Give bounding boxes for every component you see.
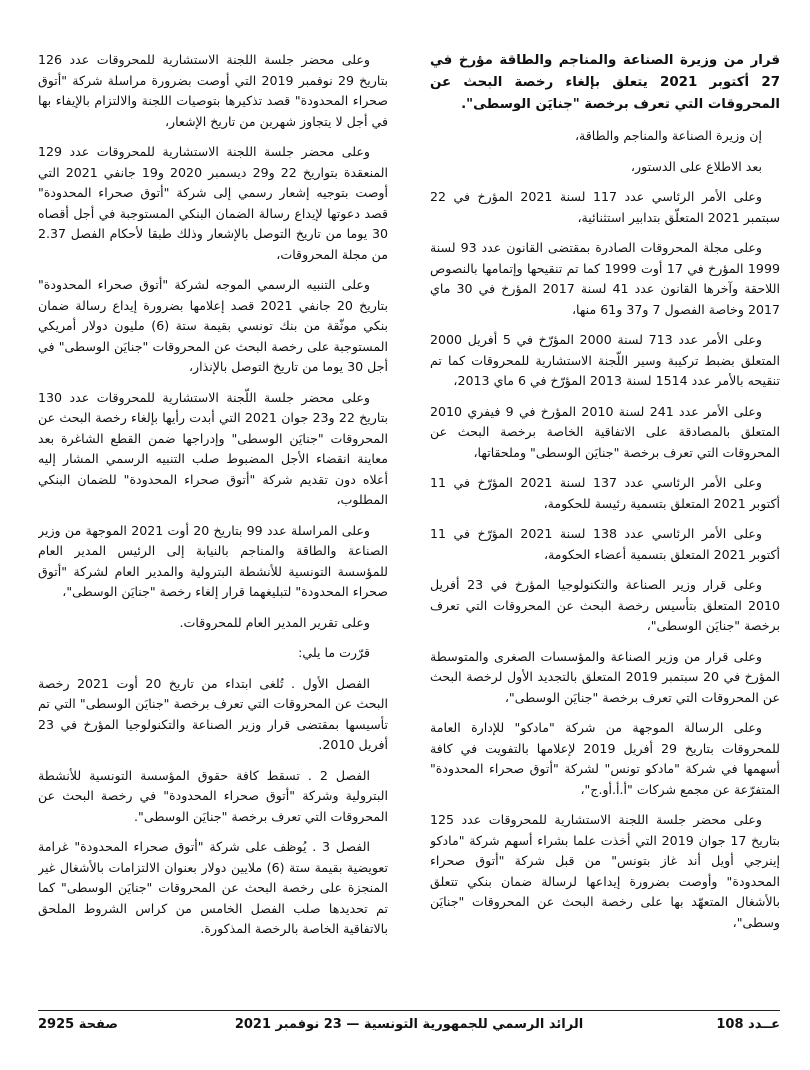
paragraph: وعلى المراسلة عدد 99 بتاريخ 20 أوت 2021 الموجهة من وزير الصناعة والطاقة والمناجم بالنيابة إلى الرئيس المدير العام للمؤسسة التونسية للأنشطة البترولية والمدير العام لشركة "أتوق صحراء المحدودة" لتبليغهما قرار إلغاء رخصة "جنايَن الوسطى"، [38,522,388,599]
article-3: الفصل 3 . يُوظف على شركة "أتوق صحراء المحدودة" غرامة تعويضية بقيمة ستة (6) ملايين دولار بعنوان الالتزامات بالأشغال غير المنجزة على رخصة البحث عن المحروقات "جنايَن الوسطى" كما تم تحديدها صلب الفصل الخامس من كراس الشروط الملحق بالاتفاقية الخاصة بالرخصة المذكورة. [38,839,388,936]
paragraph: وعلى التنبيه الرسمي الموجه لشركة "أتوق صحراء المحدودة" بتاريخ 20 جانفي 2021 قصد إعلامها بضرورة إيداع رسالة ضمان بنكي موثّقة من بنك تونسي بقيمة ستة (6) مليون دولار أمريكي المستوجبة على رخصة البحث عن المحروقات "جنايَن الوسطى" في أجل 30 يوما من تاريخ التوصل بالإنذار، [38,277,388,374]
paragraph: وعلى الرسالة الموجهة من شركة "مادكو" للإدارة العامة للمحروقات بتاريخ 29 أفريل 2019 لإعلامها بالتفويت في كافة أسهمها في شركة "مادكو تونس" لشركة "أتوق صحراء المحدودة" المتفرّعة عن مجمع شركات "أ.أ.أو.ج"، [430,720,780,797]
paragraph: وعلى تقرير المدير العام للمحروقات. [179,614,370,630]
paragraph: وعلى الأمر عدد 241 لسنة 2010 المؤرخ في 9 فيفري 2010 المتعلق بالمصادقة على الاتفاقية الخاصة برخصة البحث عن المحروقات التي تعرف برخصة "جنايَن الوسطى" وملحقاتها، [430,403,780,460]
paragraph: وعلى قرار من وزير الصناعة والمؤسسات الصغرى والمتوسطة المؤرخ في 20 سبتمبر 2019 المتعلق بالتجديد الأول لرخصة البحث عن المحروقات التي تعرف برخصة "جنايَن الوسطى"، [430,648,780,705]
paragraph: إن وزيرة الصناعة والمناجم والطاقة، [574,128,762,143]
paragraph: وعلى قرار وزير الصناعة والتكنولوجيا المؤرخ في 23 أفريل 2010 المتعلق بتأسيس رخصة البحث عن المحروقات التي تعرف برخصة "جنايَن الوسطى"، [430,577,780,633]
page-body [38,50,780,1010]
paragraph: وعلى الأمر الرئاسي عدد 138 لسنة 2021 المؤرّخ في 11 أكتوبر 2021 المتعلق بتسمية أعضاء الحكومة، [430,526,780,562]
footer-divider [38,1010,780,1011]
paragraph: وعلى محضر جلسة اللجنة الاستشارية للمحروقات عدد 125 بتاريخ 17 جوان 2019 التي أخذت علما بشراء أسهم شركة "مادكو إينرجي أويل أند غاز بتونس" من قبل شركة "أتوق صحراء المحدودة" وأوصت بضرورة إيداعها لرسالة ضمان بنكي تتعلق بالأشغال المتعهّد بها على رخصة البحث عن المحروقات "جنايَن وسطى"، [430,812,780,930]
paragraph: وعلى الأمر عدد 713 لسنة 2000 المؤرّخ في 5 أفريل 2000 المتعلق بضبط تركيبة وسير اللّجنة الاستشارية للمحروقات كما تم تنقيحه بالأمر عدد 1514 لسنة 2013 المؤرّخ في 6 ماي 2013، [430,332,780,388]
paragraph: وعلى محضر جلسة اللجنة الاستشارية للمحروقات عدد 129 المنعقدة بتواريخ 22 و29 ديسمبر 2020 و19 جانفي 2021 التي أوصت بتوجيه إشعار رسمي إلى شركة "أتوق صحراء المحدودة" قصد دعوتها لإيداع رسالة الضمان البنكي المستوجبة في أجل أقصاه 30 يوما من تاريخ التوصل بالإشعار وذلك طبقا لأحكام الفصل 2.37 من مجلة المحروقات، [38,144,388,262]
left-column [38,50,388,1010]
right-column [430,50,780,1010]
paragraph: وعلى محضر جلسة اللّجنة الاستشارية للمحروقات عدد 130 بتاريخ 22 و23 جوان 2021 التي أبدت رأيها بإلغاء رخصة البحث عن المحروقات "جنايَن الوسطى" وإدراجها ضمن القطع الشاغرة بعد معاينة انقضاء الأجل المضبوط صلب التنبيه الرسمي المشار إليه أعلاه دون تقديم شركة "أتوق صحراء المحدودة" للضمان البنكي المطلوب، [38,389,388,507]
journal-title-date: الرائد الرسمي للجمهورية التونسية — 23 نوفمبر 2021 [234,1017,584,1032]
paragraph: وعلى الأمر الرئاسي عدد 117 لسنة 2021 المؤرخ في 22 سبتمبر 2021 المتعلّق بتدابير استثنائية، [430,189,780,225]
paragraph: بعد الاطلاع على الدستور، [630,158,762,174]
paragraph: وعلى الأمر الرئاسي عدد 137 لسنة 2021 المؤرّخ في 11 أكتوبر 2021 المتعلق بتسمية رئيسة للحكومة، [430,475,780,511]
decree-title: قرار من وزيرة الصناعة والمناجم والطاقة مؤرخ في 27 أكتوبر 2021 يتعلق بإلغاء رخصة البحث عن المحروقات التي تعرف برخصة "جنايَن الوسطى". [430,53,780,112]
paragraph: وعلى مجلة المحروقات الصادرة بمقتضى القانون عدد 93 لسنة 1999 المؤرخ في 17 أوت 1999 كما تم تنقيحها وإتمامها بالنصوص اللاحقة وآخرها القانون عدد 41 لسنة 2017 المؤرخ في 30 ماي 2017 وخاصة الفصول 7 و37 و61 منها، [430,240,780,317]
page-number: صفحة 2925 [38,1017,118,1032]
paragraph: وعلى محضر جلسة اللجنة الاستشارية للمحروقات عدد 126 بتاريخ 29 نوفمبر 2019 التي أوصت بضرورة مراسلة شركة "أتوق صحراء المحدودة" قصد تذكيرها بتوصيات اللجنة والالتزام بالإيفاء بها في أجل لا يتجاوز شهرين من تاريخ الإشعار، [38,52,388,129]
article-2: الفصل 2 . تسقط كافة حقوق المؤسسة التونسية للأنشطة البترولية وشركة "أتوق صحراء المحدودة" في رخصة البحث عن المحروقات التي تعرف برخصة "جنايَن الوسطى". [38,767,388,824]
page-footer [38,1017,780,1041]
decision-heading: قرّرت ما يلي: [298,645,370,660]
article-1: الفصل الأول . تُلغى ابتداء من تاريخ 20 أوت 2021 رخصة البحث عن المحروقات التي تعرف برخصة "جنايَن الوسطى" التي تم تأسيسها بمقتضى قرار وزير الصناعة والتكنولوجيا المؤرخ في 23 أفريل 2010. [38,675,388,752]
issue-number: عــدد 108 [716,1017,780,1032]
